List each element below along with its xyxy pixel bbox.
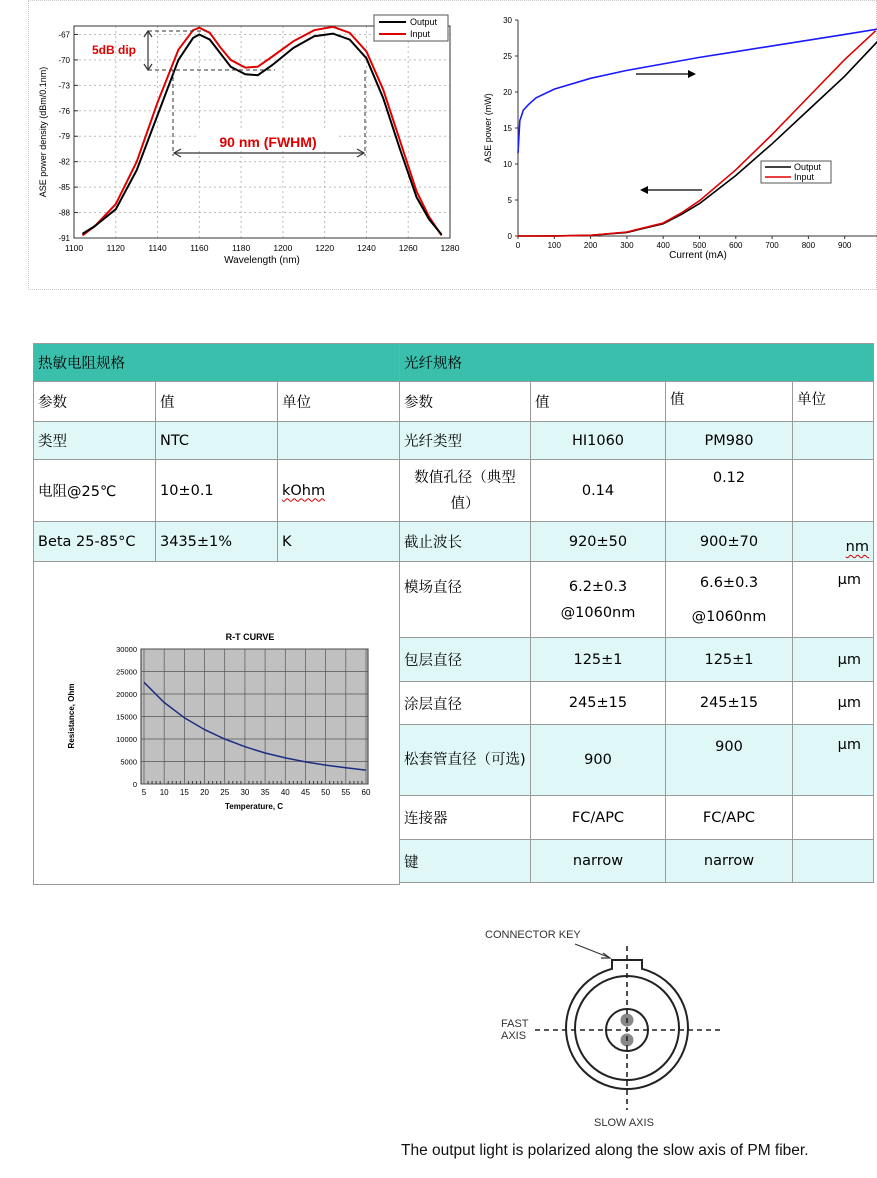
fiber-value2: 900 [666, 725, 793, 796]
li-series-output [518, 42, 877, 236]
spectrum-y-tick-label: -73 [58, 81, 70, 91]
li-x-tick-label: 300 [620, 241, 634, 250]
fiber-value2: 0.12 [666, 460, 793, 522]
fiber-unit [793, 422, 874, 460]
fiber-value2: narrow [666, 840, 793, 883]
fiber-param: 数值孔径（典型值） [400, 460, 531, 522]
fiber-unit: μm [793, 725, 874, 796]
fiber-unit [793, 460, 874, 522]
fiber-value1: 245±15 [531, 682, 666, 725]
li-x-tick-label: 800 [801, 241, 816, 250]
dip-label: 5dB dip [92, 43, 136, 57]
rt-x-tick-label: 15 [179, 788, 189, 797]
spectrum-y-tick-label: -70 [58, 55, 70, 65]
spectrum-x-tick-label: 1120 [106, 243, 125, 253]
fiber-unit [793, 796, 874, 840]
spectrum-x-tick-label: 1160 [190, 243, 209, 253]
spectrum-x-tick-label: 1240 [356, 243, 376, 253]
fiber-value1: 0.14 [531, 460, 666, 522]
fiber-unit [793, 840, 874, 883]
rt-curve-chart [64, 628, 374, 818]
spectrum-chart [30, 4, 470, 286]
spectrum-x-tick-label: 1180 [231, 243, 251, 253]
fiber-value2: 245±15 [666, 682, 793, 725]
fiber-param: 包层直径 [400, 638, 531, 682]
li-y-tick-label: 20 [503, 88, 512, 97]
spectrum-x-tick-label: 1140 [148, 243, 167, 253]
pm-fiber-diagram [470, 920, 730, 1134]
fiber-unit: μm [793, 638, 874, 682]
rt-x-tick-label: 60 [361, 788, 371, 797]
rt-x-tick-label: 20 [200, 788, 209, 797]
connector-key-label: CONNECTOR KEY [485, 929, 581, 941]
li-legend-input: Input [794, 172, 815, 182]
fiber-param: 光纤类型 [400, 422, 531, 460]
fiber-unit: μm [793, 562, 874, 638]
spectrum-y-tick-label: -82 [58, 157, 70, 167]
col-fiber-value2: 值 [666, 382, 793, 422]
thermistor-value: 3435±1% [156, 522, 278, 562]
fiber-unit: μm [793, 682, 874, 725]
spectrum-x-tick-label: 1260 [398, 243, 418, 253]
li-ylabel: ASE power (mW) [483, 93, 493, 163]
li-y-tick-label: 25 [503, 52, 512, 61]
spectrum-x-tick-label: 1100 [64, 243, 84, 253]
fiber-value2 [666, 562, 793, 638]
fiber-header: 光纤规格 [400, 344, 874, 382]
col-value: 值 [156, 382, 278, 422]
fiber-value2: 125±1 [666, 638, 793, 682]
legend-output: Output [410, 17, 438, 27]
fiber-value1: narrow [531, 840, 666, 883]
fwhm-label: 90 nm (FWHM) [219, 134, 317, 150]
spectrum-y-tick-label: -67 [58, 30, 70, 40]
li-series-blue [518, 29, 877, 154]
rt-x-tick-label: 30 [240, 788, 250, 797]
fiber-unit-text: nm [845, 539, 869, 555]
rt-x-tick-label: 5 [141, 788, 147, 797]
rt-x-tick-label: 50 [321, 788, 331, 797]
spectrum-y-tick-label: -79 [58, 132, 70, 142]
rt-x-tick-label: 45 [301, 788, 310, 797]
fast-axis-label: FAST AXIS [501, 1018, 529, 1042]
rt-x-tick-label: 35 [260, 788, 270, 797]
spectrum-ylabel: ASE power density (dBm/0.1nm) [38, 66, 48, 198]
thermistor-unit: K [278, 522, 400, 562]
spectrum-y-tick-label: -88 [58, 208, 70, 218]
spectrum-y-tick-label: -85 [58, 183, 70, 193]
li-xlabel: Current (mA) [669, 250, 727, 261]
fiber-param: 截止波长 [400, 522, 531, 562]
spectrum-xlabel: Wavelength (nm) [224, 255, 300, 266]
fiber-param: 键 [400, 840, 531, 883]
fiber-param: 涂层直径 [400, 682, 531, 725]
li-x-tick-label: 100 [547, 241, 561, 250]
rt-x-tick-label: 10 [159, 788, 169, 797]
spectrum-y-tick-label: -76 [58, 106, 70, 116]
diagram-caption: The output light is polarized along the slow axis of PM fiber. [401, 1142, 809, 1159]
thermistor-unit [278, 460, 400, 522]
thermistor-value: 10±0.1 [156, 460, 278, 522]
fiber-value1: HI1060 [531, 422, 666, 460]
col-fiber-unit: 单位 [793, 382, 874, 422]
rt-xlabel: Temperature, C [224, 802, 284, 811]
rt-title: R-T CURVE [225, 632, 275, 642]
fiber-value1: 125±1 [531, 638, 666, 682]
thermistor-param: 类型 [34, 422, 156, 460]
rt-x-tick-label: 40 [280, 788, 290, 797]
li-chart [474, 4, 877, 266]
col-fiber-value1: 值 [531, 382, 666, 422]
col-unit: 单位 [278, 382, 400, 422]
spectrum-x-tick-label: 1280 [440, 243, 460, 253]
li-y-tick-label: 30 [503, 16, 512, 25]
rt-y-tick-label: 25000 [116, 667, 137, 677]
fiber-param: 连接器 [400, 796, 531, 840]
rt-curve-cell [34, 562, 400, 885]
rt-x-tick-label: 25 [220, 788, 230, 797]
rt-y-tick-label: 20000 [116, 690, 137, 699]
li-y-tick-label: 15 [503, 124, 512, 133]
thermistor-unit [278, 422, 400, 460]
thermistor-unit-text: kOhm [282, 482, 326, 499]
fiber-value1: 920±50 [531, 522, 666, 562]
thermistor-param: 电阻@25℃ [34, 460, 156, 522]
rt-y-tick-label: 10000 [116, 735, 137, 744]
thermistor-value: NTC [156, 422, 278, 460]
mfd2-line1: 6.6±0.3 [699, 574, 759, 591]
mfd1-line1: 6.2±0.3 [568, 578, 628, 595]
fiber-value1 [531, 562, 666, 638]
li-x-tick-label: 0 [515, 241, 521, 250]
thermistor-header: 热敏电阻规格 [34, 344, 400, 382]
fiber-value1: FC/APC [531, 796, 666, 840]
li-y-tick-label: 0 [507, 232, 512, 241]
fiber-param: 松套管直径（可选) [400, 725, 531, 796]
rt-y-tick-label: 30000 [116, 645, 137, 654]
li-y-tick-label: 10 [503, 160, 512, 169]
li-legend-output: Output [794, 162, 822, 172]
rt-y-tick-label: 0 [132, 780, 137, 789]
legend-input: Input [410, 29, 431, 39]
li-x-tick-label: 400 [656, 241, 670, 250]
rt-x-tick-label: 55 [341, 788, 351, 797]
thermistor-param: Beta 25-85°C [34, 522, 156, 562]
mfd2-line2: @1060nm [691, 608, 767, 625]
rt-y-tick-label: 5000 [120, 757, 137, 767]
spectrum-y-tick-label: -91 [58, 234, 70, 243]
fiber-value1: 900 [531, 725, 666, 796]
rt-ylabel: Resistance, Ohm [67, 683, 76, 749]
fiber-value2: PM980 [666, 422, 793, 460]
rt-y-tick-label: 15000 [116, 712, 137, 722]
fiber-value2: FC/APC [666, 796, 793, 840]
fiber-unit [793, 522, 874, 562]
spectrum-x-tick-label: 1220 [315, 243, 335, 253]
mfd1-line2: @1060nm [560, 604, 636, 621]
li-x-tick-label: 700 [765, 241, 779, 250]
connector-key-pointer [575, 944, 608, 957]
li-x-tick-label: 600 [729, 241, 743, 250]
li-x-tick-label: 900 [838, 241, 852, 250]
slow-axis-label: SLOW AXIS [594, 1117, 654, 1129]
spectrum-x-tick-label: 1200 [273, 243, 293, 253]
li-y-tick-label: 5 [507, 196, 512, 205]
fiber-value2: 900±70 [666, 522, 793, 562]
col-param: 参数 [34, 382, 156, 422]
li-x-tick-label: 200 [583, 241, 598, 250]
spec-table [33, 343, 874, 885]
fiber-param: 模场直径 [400, 562, 531, 638]
col-fiber-param: 参数 [400, 382, 531, 422]
li-x-tick-label: 500 [692, 241, 707, 250]
